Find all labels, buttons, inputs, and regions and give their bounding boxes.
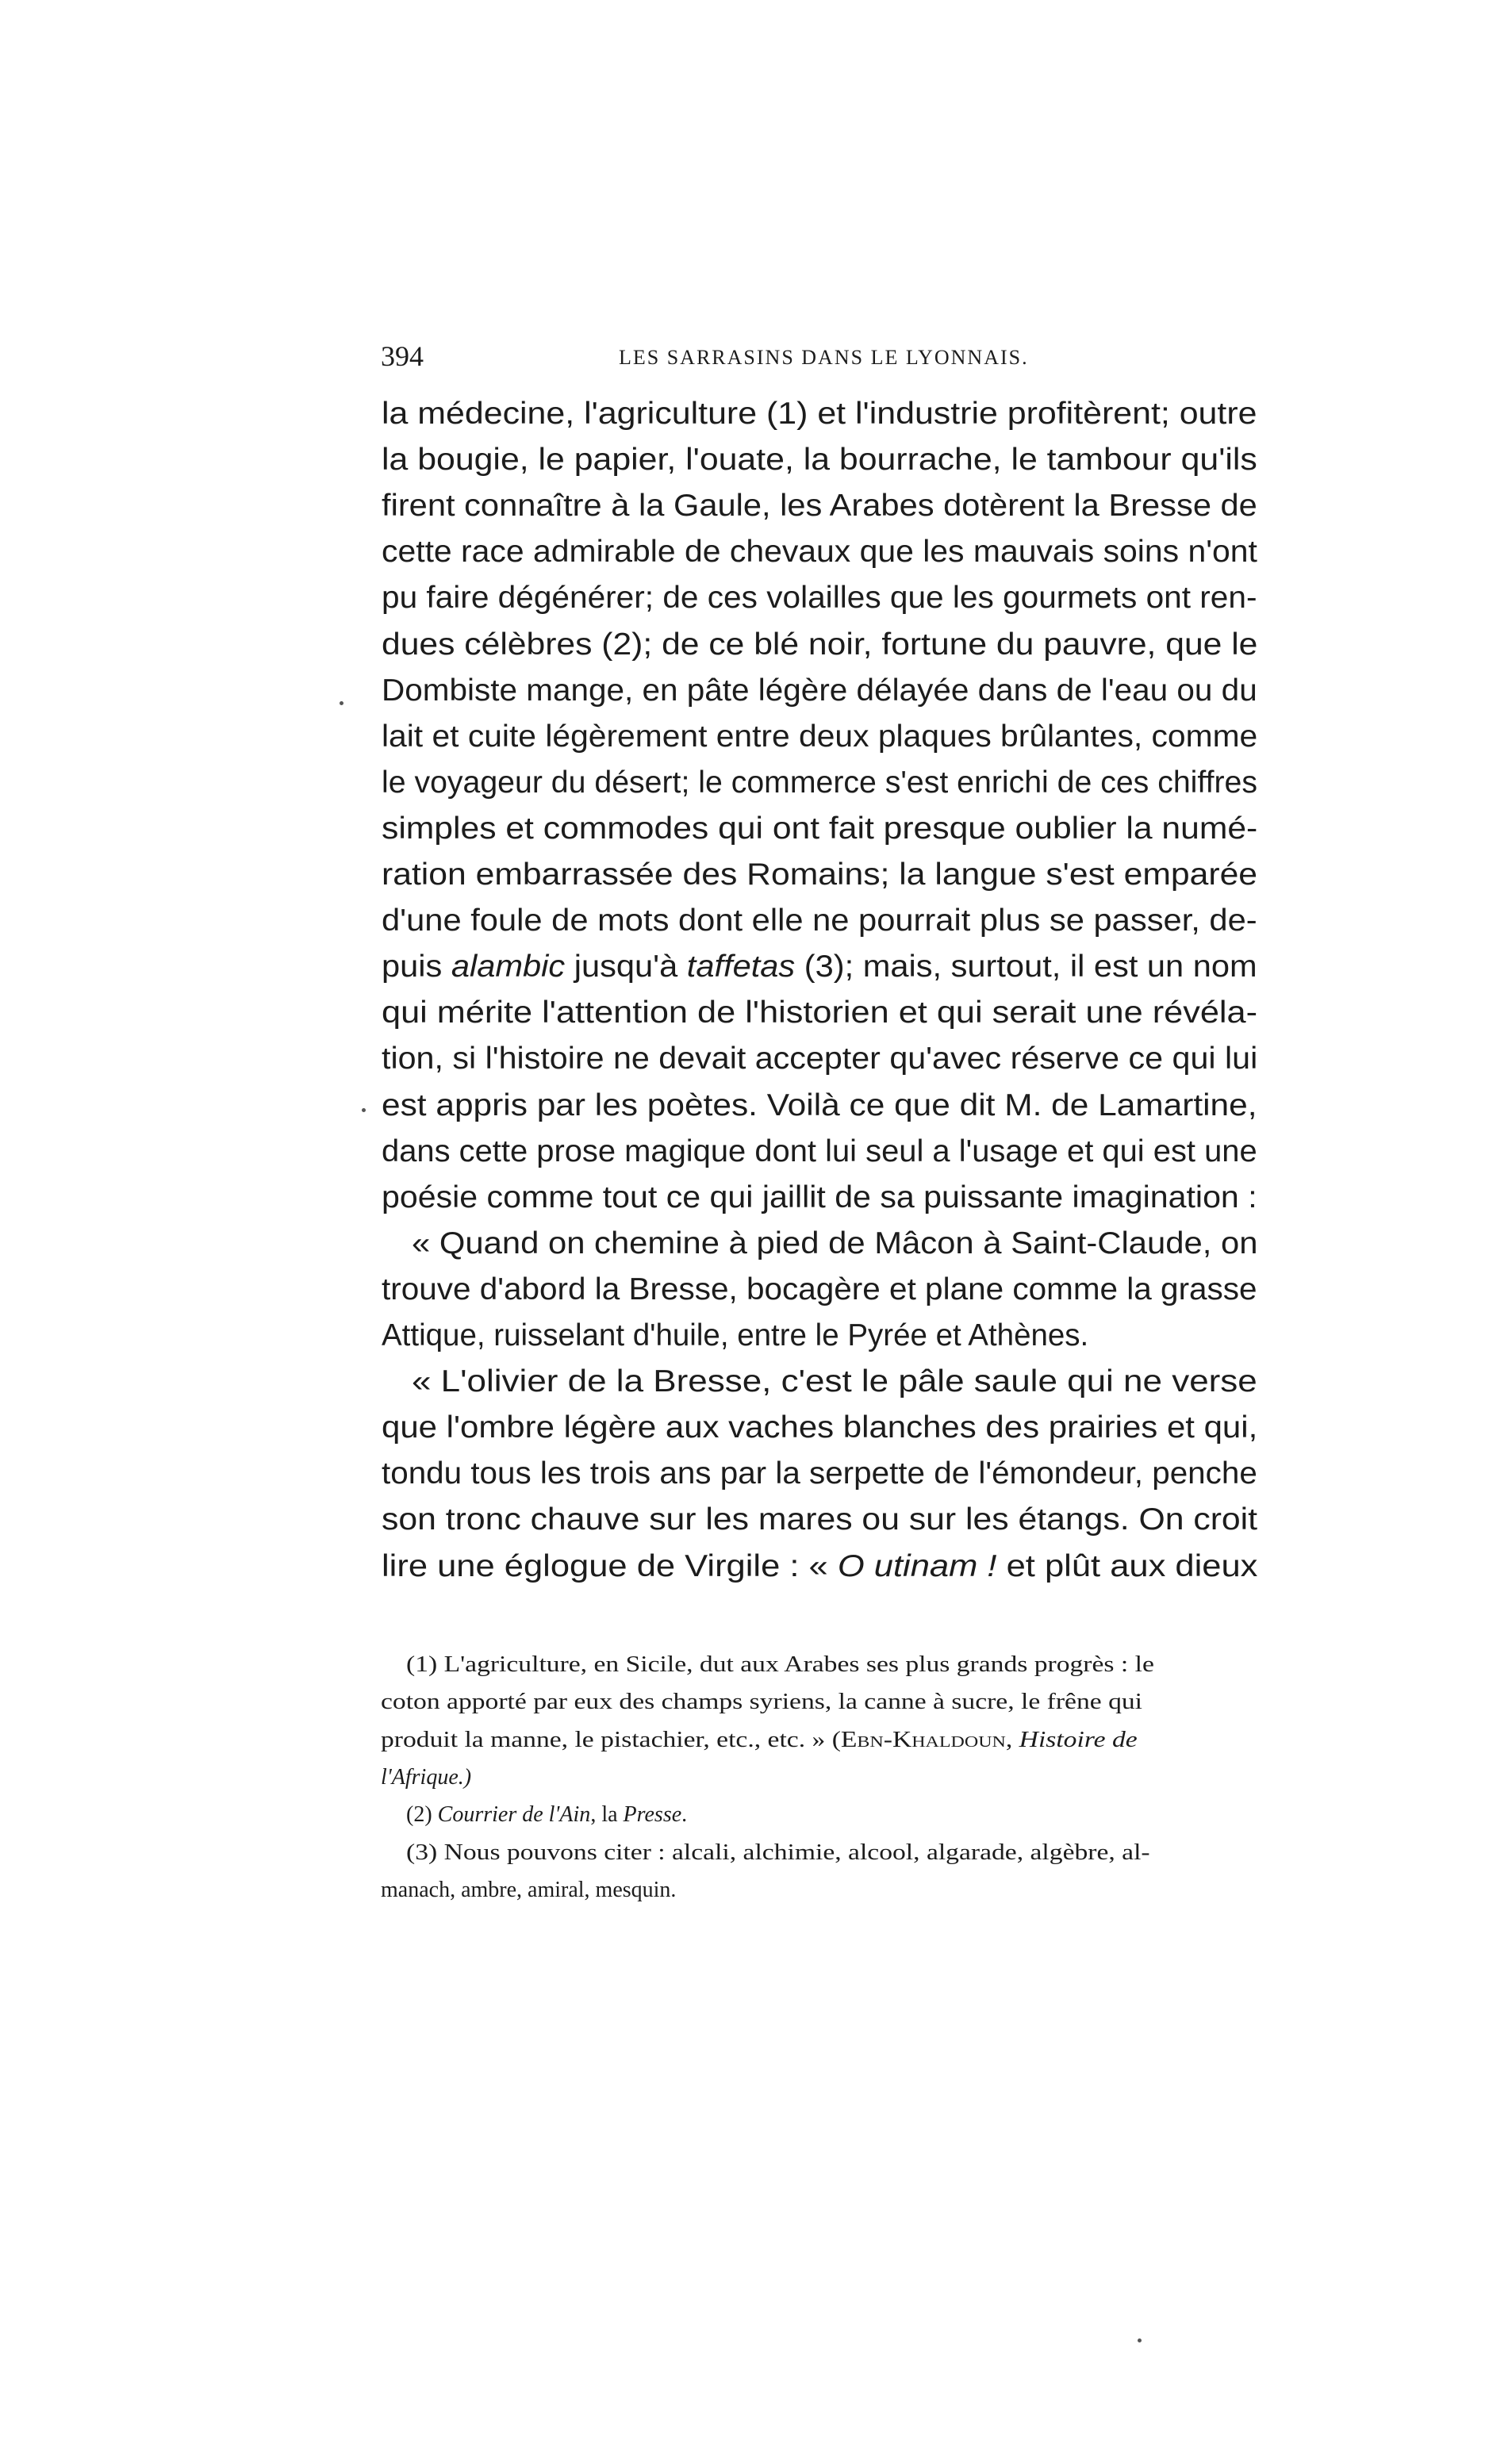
body-line: firent connaître à la Gaule, les Arabes dotèrent la Bresse de <box>382 489 1257 524</box>
italic-word-taffetas: taffetas <box>686 950 796 984</box>
page-number: 394 <box>381 340 424 372</box>
quote-line: Attique, ruisselant d'huile, entre le Pyrée et Athènes. <box>382 1318 1089 1352</box>
footnote-line: manach, ambre, amiral, mesquin. <box>381 1877 677 1902</box>
page-header <box>381 340 1260 384</box>
author-name: Ebn-Khaldoun <box>840 1727 1006 1752</box>
body-line: d'une foule de mots dont elle ne pourrait plus se passer, de- <box>382 904 1257 938</box>
footnote-line <box>381 1764 472 1790</box>
body-line: qui mérite l'attention de l'historien et qui serait une révéla- <box>382 996 1258 1030</box>
body-line: le voyageur du désert; le commerce s'est enrichi de ces chiffres <box>382 765 1258 800</box>
book-title: Histoire de <box>1019 1727 1138 1752</box>
body-line: dans cette prose magique dont lui seul a l'usage et qui est une <box>382 1134 1257 1168</box>
quote-line: trouve d'abord la Bresse, bocagère et plane comme la grasse <box>382 1272 1257 1306</box>
quote-line: que l'ombre légère aux vaches blanches des prairies et qui, <box>382 1410 1258 1445</box>
print-speck <box>1138 2338 1142 2342</box>
body-line: dues célèbres (2); de ce blé noir, fortune du pauvre, que le <box>382 627 1258 662</box>
body-line: est appris par les poètes. Voilà ce que dit M. de Lamartine, <box>382 1088 1257 1122</box>
body-line: ration embarrassée des Romains; la langue s'est emparée <box>382 858 1258 892</box>
quote-line: « L'olivier de la Bresse, c'est le pâle saule qui ne verse <box>412 1364 1257 1399</box>
body-line: la bougie, le papier, l'ouate, la bourrache, le tambour qu'ils <box>382 443 1257 478</box>
body-line: poésie comme tout ce qui jaillit de sa puissante imagination : <box>382 1180 1257 1214</box>
body-line-italic-terms: puis alambic jusqu'à taffetas (3); mais, surtout, il est un nom <box>382 950 1257 984</box>
body-line: cette race admirable de chevaux que les mauvais soins n'ont <box>382 535 1257 570</box>
quote-line: « Quand on chemine à pied de Mâcon à Saint-Claude, on <box>412 1226 1258 1260</box>
italic-phrase-o-utinam: O utinam ! <box>837 1548 997 1583</box>
print-speck <box>362 1108 366 1112</box>
footnote-line: coton apporté par eux des champs syriens, la canne à sucre, le frêne qui <box>381 1690 1143 1715</box>
newspaper-title: Courrier de l'Ain <box>437 1802 591 1828</box>
book-title-cont: l'Afrique.) <box>381 1764 472 1790</box>
body-line: pu faire dégénérer; de ces volailles que les gourmets ont ren- <box>382 581 1257 616</box>
quote-line-italic: lire une églogue de Virgile : « O utinam ! et plût aux dieux <box>382 1548 1258 1583</box>
body-line: lait et cuite légèrement entre deux plaques brûlantes, comme <box>382 719 1258 754</box>
footnote-line: (1) L'agriculture, en Sicile, dut aux Arabes ses plus grands progrès : le <box>406 1652 1154 1677</box>
body-line: la médecine, l'agriculture (1) et l'industrie profitèrent; outre <box>382 397 1257 431</box>
body-line: simples et commodes qui ont fait presque oublier la numé- <box>382 811 1258 846</box>
newspaper-title: Presse <box>623 1802 682 1828</box>
footnote-line: (3) Nous pouvons citer : alcali, alchimie, alcool, algarade, algèbre, al- <box>406 1840 1150 1865</box>
footnote-line: (2) Courrier de l'Ain, la Presse. <box>406 1802 688 1828</box>
body-line: Dombiste mange, en pâte légère délayée dans de l'eau ou du <box>382 673 1257 708</box>
italic-word-alambic: alambic <box>451 950 566 984</box>
quote-line: son tronc chauve sur les mares ou sur les étangs. On croit <box>382 1502 1258 1537</box>
quote-line: tondu tous les trois ans par la serpette de l'émondeur, penche <box>382 1456 1257 1491</box>
footnote-line: produit la manne, le pistachier, etc., etc. » (Ebn-Khaldoun, Histoire de <box>381 1727 1138 1752</box>
print-speck <box>340 701 343 705</box>
body-line: tion, si l'histoire ne devait accepter qu'avec réserve ce qui lui <box>382 1042 1258 1076</box>
running-title: LES SARRASINS DANS LE LYONNAIS. <box>619 346 1029 369</box>
